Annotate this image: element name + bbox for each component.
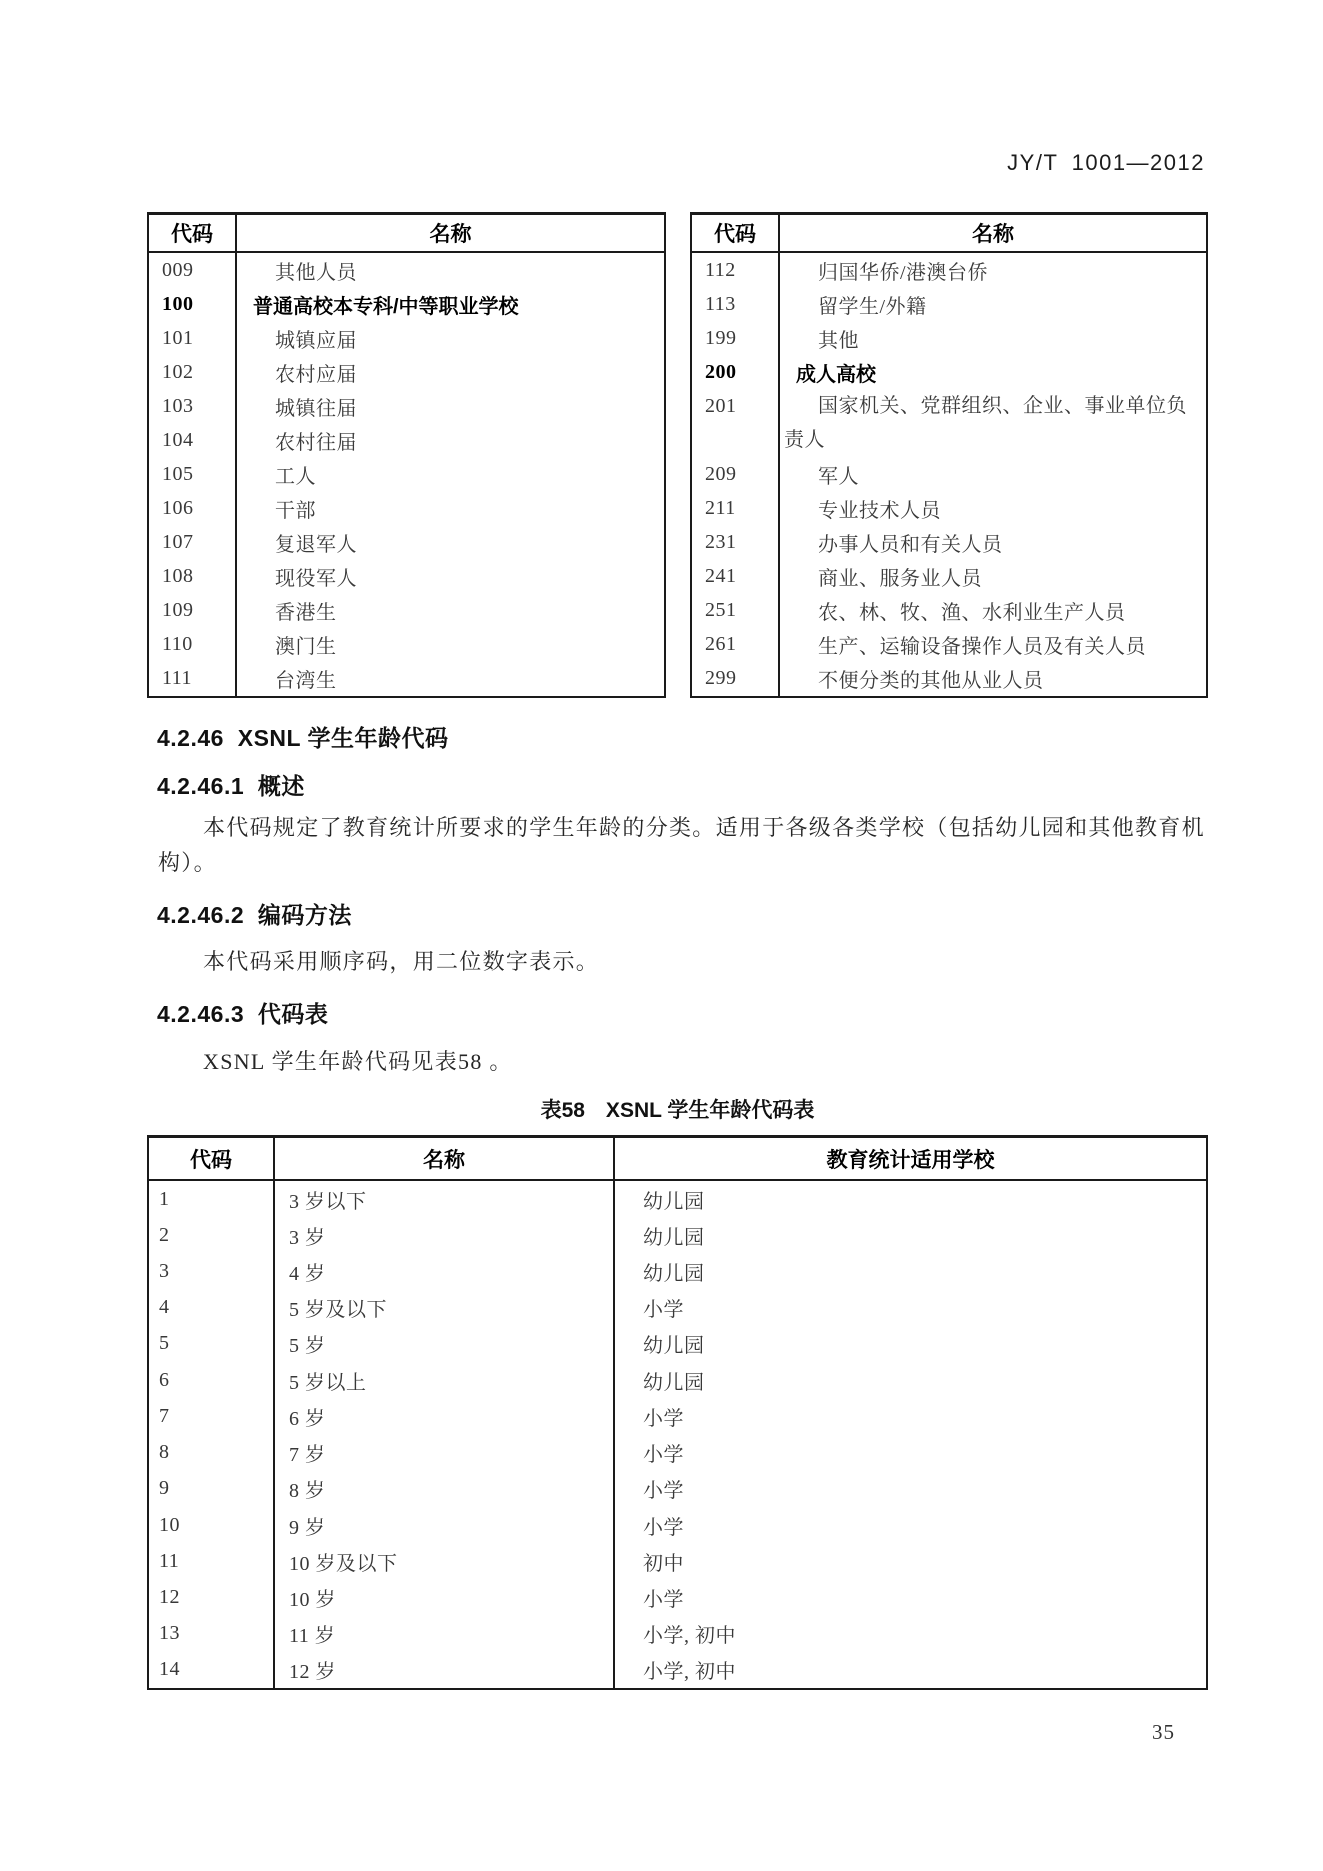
name-cell: 生产、运输设备操作人员及有关人员 [818, 636, 1146, 659]
name-cell: 工人 [275, 466, 316, 488]
code-cell: 12 [149, 1579, 275, 1615]
code-cell: 299 [692, 662, 780, 696]
age-table-row [149, 1543, 1206, 1579]
column-header-school: 教育统计适用学校 [826, 1148, 995, 1172]
school-cell: 小学 [643, 1480, 684, 1503]
table-header-row [692, 215, 1206, 253]
code-cell: 109 [149, 594, 237, 628]
table-body [149, 253, 664, 696]
school-cell: 小学, 初中 [643, 1661, 736, 1684]
name-cell: 5 岁及以下 [275, 1290, 615, 1326]
code-cell: 108 [149, 560, 237, 594]
code-cell: 111 [149, 662, 237, 696]
code-table-row [692, 560, 1206, 594]
name-cell: 6 岁 [275, 1398, 615, 1434]
code-cell: 4 [149, 1290, 275, 1326]
code-cell: 110 [149, 628, 237, 662]
school-cell: 小学 [643, 1407, 684, 1430]
code-cell: 201 [692, 389, 780, 457]
name-cell: 9 岁 [275, 1507, 615, 1543]
code-cell: 5 [149, 1326, 275, 1362]
age-table-row [149, 1652, 1206, 1688]
table-header-row [149, 1138, 1206, 1181]
age-table-row [149, 1579, 1206, 1615]
origin-code-table-right [690, 212, 1208, 698]
name-cell: 农、林、牧、渔、水利业生产人员 [818, 602, 1126, 625]
code-cell: 105 [149, 457, 237, 491]
school-cell: 幼儿园 [643, 1263, 705, 1286]
school-cell: 小学 [643, 1299, 684, 1322]
column-header-code: 代码 [149, 215, 237, 251]
school-cell: 小学 [643, 1444, 684, 1467]
name-cell: 办事人员和有关人员 [818, 534, 1003, 557]
code-cell: 211 [692, 492, 780, 526]
school-cell: 幼儿园 [643, 1371, 705, 1394]
page-number: 35 [1152, 1720, 1175, 1744]
code-cell: 10 [149, 1507, 275, 1543]
name-cell: 8 岁 [275, 1471, 615, 1507]
name-cell: 复退军人 [275, 534, 357, 557]
code-table-row [692, 389, 1206, 457]
code-table-row [692, 628, 1206, 662]
name-cell: 留学生/外籍 [818, 295, 927, 318]
standard-number-header: JY/T 1001—2012 [1007, 150, 1205, 175]
coding-method-paragraph: 本代码采用顺序码，用二位数字表示。 [203, 949, 600, 974]
name-cell: 11 岁 [275, 1616, 615, 1652]
school-cell: 小学 [643, 1589, 684, 1612]
name-cell: 商业、服务业人员 [818, 568, 982, 591]
column-header-code: 代码 [149, 1138, 275, 1179]
student-age-code-table [147, 1135, 1208, 1690]
school-cell: 小学, 初中 [643, 1625, 736, 1648]
code-table-row [692, 287, 1206, 321]
code-table-row [149, 560, 664, 594]
section-heading-4-2-46-1: 4.2.46.1 概述 [157, 773, 305, 799]
code-cell: 100 [149, 287, 237, 321]
code-table-row [692, 662, 1206, 696]
code-table-row [692, 321, 1206, 355]
code-cell: 101 [149, 321, 237, 355]
section-heading-4-2-46: 4.2.46 XSNL 学生年龄代码 [157, 725, 449, 751]
name-cell: 农村应届 [275, 363, 357, 386]
code-table-row [692, 457, 1206, 491]
school-cell: 幼儿园 [643, 1190, 705, 1213]
name-cell: 4 岁 [275, 1253, 615, 1289]
code-table-row [692, 253, 1206, 287]
name-cell: 城镇应届 [275, 329, 357, 352]
name-cell: 其他人员 [275, 261, 357, 284]
name-cell: 农村往届 [275, 431, 357, 454]
name-cell: 不便分类的其他从业人员 [818, 670, 1044, 693]
code-table-row [692, 594, 1206, 628]
name-cell: 7 岁 [275, 1435, 615, 1471]
code-table-row [149, 389, 664, 423]
name-cell: 军人 [818, 466, 859, 488]
code-cell: 251 [692, 594, 780, 628]
name-cell: 台湾生 [275, 670, 337, 693]
code-cell: 199 [692, 321, 780, 355]
code-cell: 112 [692, 253, 780, 287]
code-cell: 2 [149, 1217, 275, 1253]
name-cell: 香港生 [275, 602, 337, 625]
code-table-row [149, 594, 664, 628]
code-cell: 241 [692, 560, 780, 594]
code-cell: 1 [149, 1181, 275, 1217]
age-table-row [149, 1507, 1206, 1543]
school-cell: 幼儿园 [643, 1335, 705, 1358]
age-table-row [149, 1362, 1206, 1398]
code-cell: 9 [149, 1471, 275, 1507]
code-cell: 102 [149, 355, 237, 389]
name-cell: 其他 [818, 329, 859, 352]
code-table-row [149, 287, 664, 321]
code-cell: 14 [149, 1652, 275, 1688]
code-cell: 3 [149, 1253, 275, 1289]
name-cell: 城镇往届 [275, 397, 357, 420]
code-cell: 103 [149, 389, 237, 423]
name-cell: 10 岁及以下 [275, 1543, 615, 1579]
section-heading-4-2-46-2: 4.2.46.2 编码方法 [157, 902, 352, 928]
name-cell: 现役军人 [275, 568, 357, 591]
age-table-row [149, 1471, 1206, 1507]
table-body [149, 1181, 1206, 1688]
code-table-row [149, 321, 664, 355]
table-reference-paragraph: XSNL 学生年龄代码见表58 。 [203, 1049, 513, 1074]
name-cell: 澳门生 [275, 636, 337, 659]
name-cell: 12 岁 [275, 1652, 615, 1688]
code-cell: 6 [149, 1362, 275, 1398]
age-table-row [149, 1435, 1206, 1471]
section-heading-4-2-46-3: 4.2.46.3 代码表 [157, 1001, 329, 1027]
age-table-row [149, 1326, 1206, 1362]
code-cell: 13 [149, 1616, 275, 1652]
code-cell: 113 [692, 287, 780, 321]
school-cell: 幼儿园 [643, 1226, 705, 1249]
age-table-row [149, 1398, 1206, 1434]
code-table-row [149, 662, 664, 696]
code-cell: 104 [149, 423, 237, 457]
code-table-row [149, 355, 664, 389]
code-table-row [149, 628, 664, 662]
code-cell: 8 [149, 1435, 275, 1471]
code-cell: 11 [149, 1543, 275, 1579]
code-cell: 106 [149, 492, 237, 526]
school-cell: 小学 [643, 1516, 684, 1539]
age-table-row [149, 1181, 1206, 1217]
school-cell: 初中 [643, 1552, 684, 1575]
age-table-row [149, 1290, 1206, 1326]
name-cell: 5 岁以上 [275, 1362, 615, 1398]
name-cell: 国家机关、党群组织、企业、事业单位负责人 [784, 395, 1187, 452]
code-table-row [692, 355, 1206, 389]
code-cell: 107 [149, 526, 237, 560]
name-cell: 3 岁 [275, 1217, 615, 1253]
code-table-row [149, 457, 664, 491]
code-table-row [149, 492, 664, 526]
name-cell: 10 岁 [275, 1579, 615, 1615]
code-table-row [692, 492, 1206, 526]
column-header-name: 名称 [972, 223, 1014, 246]
code-cell: 009 [149, 253, 237, 287]
name-cell: 5 岁 [275, 1326, 615, 1362]
name-cell: 3 岁以下 [275, 1181, 615, 1217]
age-table-row [149, 1217, 1206, 1253]
code-table-row [149, 253, 664, 287]
code-table-row [149, 526, 664, 560]
overview-paragraph: 本代码规定了教育统计所要求的学生年龄的分类。适用于各级各类学校（包括幼儿园和其他教育机构）。 [158, 815, 1205, 875]
name-cell: 干部 [275, 500, 316, 523]
column-header-code: 代码 [692, 215, 780, 251]
code-cell: 209 [692, 457, 780, 491]
table58-caption: 表58 XSNL 学生年龄代码表 [540, 1099, 815, 1122]
column-header-name: 名称 [429, 223, 472, 246]
column-header-name: 名称 [275, 1138, 615, 1179]
code-cell: 200 [692, 355, 780, 389]
age-table-row [149, 1253, 1206, 1289]
name-cell: 成人高校 [796, 363, 876, 386]
code-table-row [692, 526, 1206, 560]
table-header-row [149, 215, 664, 253]
name-cell: 普通高校本专科/中等职业学校 [253, 295, 519, 318]
name-cell: 专业技术人员 [818, 500, 941, 523]
code-table-row [149, 423, 664, 457]
code-cell: 261 [692, 628, 780, 662]
code-cell: 7 [149, 1398, 275, 1434]
code-cell: 231 [692, 526, 780, 560]
age-table-row [149, 1616, 1206, 1652]
name-cell: 归国华侨/港澳台侨 [818, 261, 989, 284]
table-body [692, 253, 1206, 696]
origin-code-table-left [147, 212, 666, 698]
